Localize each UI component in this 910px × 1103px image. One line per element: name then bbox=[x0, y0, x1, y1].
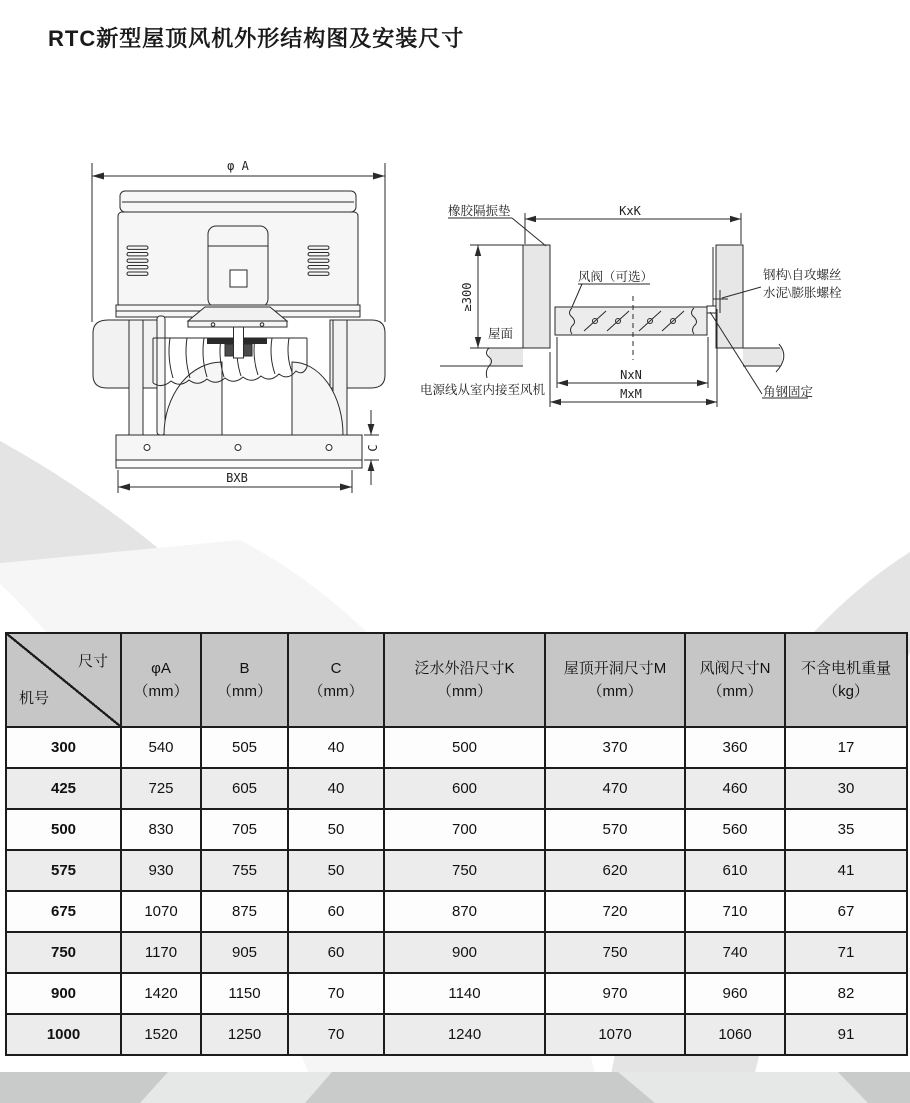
dim-nxn-label: NxN bbox=[620, 368, 642, 382]
cell-n: 460 bbox=[685, 768, 785, 809]
dim-min300-label: ≥300 bbox=[460, 282, 474, 312]
cell-m: 470 bbox=[545, 768, 685, 809]
table-row bbox=[6, 727, 907, 768]
header-cell-phi-a: φA （mm） bbox=[121, 633, 201, 727]
cell-m: 750 bbox=[545, 932, 685, 973]
cell-c: 60 bbox=[288, 932, 384, 973]
table-row bbox=[6, 850, 907, 891]
fan-elevation-drawing bbox=[92, 163, 385, 493]
spec-table bbox=[5, 632, 908, 1056]
cell-a: 830 bbox=[121, 809, 201, 850]
cell-c: 50 bbox=[288, 850, 384, 891]
power-cable-label: 电源线从室内接至风机 bbox=[420, 383, 546, 397]
cell-b: 1150 bbox=[201, 973, 288, 1014]
header-cell-k: 泛水外沿尺寸K （mm） bbox=[384, 633, 545, 727]
corner-label-model: 机号 bbox=[19, 689, 50, 707]
header-cell-corner bbox=[6, 633, 121, 727]
rubber-pad-label: 橡胶隔振垫 bbox=[448, 204, 511, 218]
steel-screw-label: 钢构\自攻螺丝 bbox=[763, 268, 842, 282]
cell-model: 300 bbox=[6, 727, 121, 768]
cell-w: 71 bbox=[785, 932, 907, 973]
cell-w: 91 bbox=[785, 1014, 907, 1055]
dim-c-label: C bbox=[366, 444, 380, 452]
cell-w: 17 bbox=[785, 727, 907, 768]
table-row bbox=[6, 932, 907, 973]
cell-a: 540 bbox=[121, 727, 201, 768]
cell-model: 750 bbox=[6, 932, 121, 973]
cement-bolt-label: 水泥\膨胀螺栓 bbox=[763, 286, 842, 300]
header-cell-n: 风阀尺寸N （mm） bbox=[685, 633, 785, 727]
cell-k: 500 bbox=[384, 727, 545, 768]
technical-drawings bbox=[0, 140, 910, 510]
cell-n: 1060 bbox=[685, 1014, 785, 1055]
header-cell-c: C （mm） bbox=[288, 633, 384, 727]
cell-n: 610 bbox=[685, 850, 785, 891]
dim-bxb-label: BXB bbox=[226, 471, 248, 485]
cell-b: 605 bbox=[201, 768, 288, 809]
cell-b: 705 bbox=[201, 809, 288, 850]
table-row bbox=[6, 891, 907, 932]
damper-label: 风阀（可选） bbox=[578, 270, 654, 284]
motor bbox=[208, 226, 268, 307]
table-row bbox=[6, 973, 907, 1014]
cell-c: 40 bbox=[288, 768, 384, 809]
dim-kxk-label: KxK bbox=[619, 204, 641, 218]
cell-m: 1070 bbox=[545, 1014, 685, 1055]
cell-n: 710 bbox=[685, 891, 785, 932]
table-row bbox=[6, 809, 907, 850]
cell-w: 35 bbox=[785, 809, 907, 850]
damper bbox=[555, 307, 707, 335]
header-cell-b: B （mm） bbox=[201, 633, 288, 727]
cell-b: 505 bbox=[201, 727, 288, 768]
cell-k: 750 bbox=[384, 850, 545, 891]
cell-c: 70 bbox=[288, 973, 384, 1014]
cell-a: 725 bbox=[121, 768, 201, 809]
dim-phi-a-label: φ A bbox=[227, 159, 249, 173]
cell-w: 67 bbox=[785, 891, 907, 932]
cell-k: 700 bbox=[384, 809, 545, 850]
corner-label-size: 尺寸 bbox=[77, 653, 108, 670]
dim-mxm-label: MxM bbox=[620, 387, 642, 401]
cell-w: 82 bbox=[785, 973, 907, 1014]
cell-c: 60 bbox=[288, 891, 384, 932]
cell-n: 960 bbox=[685, 973, 785, 1014]
cell-c: 70 bbox=[288, 1014, 384, 1055]
cell-k: 870 bbox=[384, 891, 545, 932]
cell-b: 755 bbox=[201, 850, 288, 891]
cell-b: 875 bbox=[201, 891, 288, 932]
roof-surface-label: 屋面 bbox=[488, 327, 514, 341]
cell-model: 900 bbox=[6, 973, 121, 1014]
cell-m: 620 bbox=[545, 850, 685, 891]
cell-model: 425 bbox=[6, 768, 121, 809]
cell-k: 900 bbox=[384, 932, 545, 973]
header-row bbox=[6, 633, 907, 727]
cell-k: 600 bbox=[384, 768, 545, 809]
cell-model: 500 bbox=[6, 809, 121, 850]
page-title: RTC新型屋顶风机外形结构图及安装尺寸 bbox=[48, 26, 465, 51]
cell-b: 1250 bbox=[201, 1014, 288, 1055]
cell-a: 1420 bbox=[121, 973, 201, 1014]
cell-c: 50 bbox=[288, 809, 384, 850]
cell-a: 930 bbox=[121, 850, 201, 891]
cell-b: 905 bbox=[201, 932, 288, 973]
cell-m: 720 bbox=[545, 891, 685, 932]
cell-w: 30 bbox=[785, 768, 907, 809]
cell-k: 1240 bbox=[384, 1014, 545, 1055]
header-cell-m: 屋顶开洞尺寸M （mm） bbox=[545, 633, 685, 727]
cell-n: 560 bbox=[685, 809, 785, 850]
cell-m: 370 bbox=[545, 727, 685, 768]
header-cell-weight: 不含电机重量 （kg） bbox=[785, 633, 907, 727]
cell-w: 41 bbox=[785, 850, 907, 891]
cell-a: 1170 bbox=[121, 932, 201, 973]
cell-a: 1520 bbox=[121, 1014, 201, 1055]
cell-n: 740 bbox=[685, 932, 785, 973]
cell-k: 1140 bbox=[384, 973, 545, 1014]
cell-a: 1070 bbox=[121, 891, 201, 932]
cell-n: 360 bbox=[685, 727, 785, 768]
angle-steel-label: 角钢固定 bbox=[763, 385, 814, 399]
table-row bbox=[6, 768, 907, 809]
table-row bbox=[6, 1014, 907, 1055]
cell-model: 1000 bbox=[6, 1014, 121, 1055]
cell-m: 970 bbox=[545, 973, 685, 1014]
cell-model: 575 bbox=[6, 850, 121, 891]
cell-model: 675 bbox=[6, 891, 121, 932]
cell-m: 570 bbox=[545, 809, 685, 850]
cell-c: 40 bbox=[288, 727, 384, 768]
